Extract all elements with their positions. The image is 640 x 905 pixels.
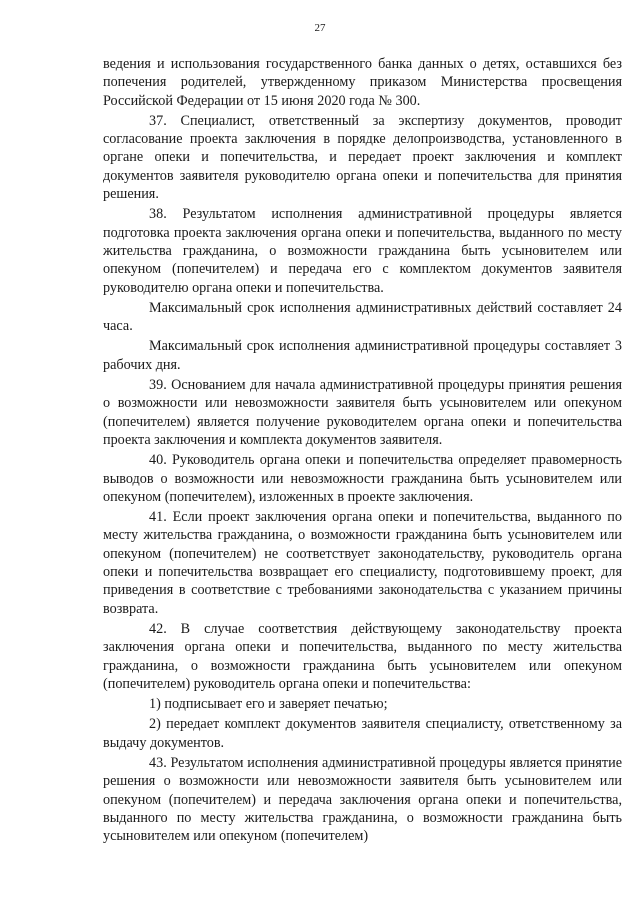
paragraph: ведения и использования государственного банка данных о детях, оставшихся без попечения родителей, утвержденному приказом Министерства просвещения Российской Федерации от 15 июня 2020 года № 300. [103, 56, 622, 109]
paragraph-42: 42. В случае соответствия действующему законодательству проекта заключения органа опеки и попечительства, выданного по месту жительства гражданина, о возможности гражданина быть усыновителем или опекуном (попечителем) руководитель органа опеки и попечительства: [103, 620, 622, 692]
document-body [103, 55, 622, 847]
paragraph-max-time-procedure: Максимальный срок исполнения административной процедуры составляет 3 рабочих дня. [103, 338, 622, 373]
page-number: 27 [314, 22, 326, 34]
paragraph-max-time-actions: Максимальный срок исполнения административных действий составляет 24 часа. [103, 299, 622, 335]
list-item-2: 2) передает комплект документов заявителя специалисту, ответственному за выдачу документов. [103, 716, 622, 751]
paragraph-38: 38. Результатом исполнения административной процедуры является подготовка проекта заключения органа опеки и попечительства, выданного по месту жительства гражданина, о возможности гражданина быть усыновителем или опекуном (попечителем) и передача его с комплектом документов заявителя руководителю органа опеки и попечительства. [103, 206, 622, 296]
paragraph-41: 41. Если проект заключения органа опеки и попечительства, выданного по месту жительства гражданина, о возможности гражданина быть усыновителем или опекуном (попечителем) не соответствует законодательству, руководитель органа опеки и попечительства возвращает его специалисту, подготовившему проект, для приведения в соответствие с требованиями законодательства с указанием причины возврата. [103, 509, 622, 617]
paragraph-40: 40. Руководитель органа опеки и попечительства определяет правомерность выводов о возможности или невозможности гражданина быть усыновителем или опекуном (попечителем), изложенных в проекте заключения. [103, 452, 622, 505]
paragraph-37: 37. Специалист, ответственный за экспертизу документов, проводит согласование проекта заключения в порядке делопроизводства, установленного в органе опеки и попечительства, и передает проект заключения и комплект документов заявителя руководителю органа опеки и попечительства для принятия решения. [103, 112, 622, 203]
paragraph-43: 43. Результатом исполнения административной процедуры является принятие решения о возможности или невозможности заявителя быть усыновителем или опекуном (попечителем) и передача заключения органа опеки и попечительства, выданного по месту жительства гражданина, о возможности гражданина быть усыновителем или опекуном (попечителем) [103, 754, 622, 845]
paragraph-39: 39. Основанием для начала административной процедуры принятия решения о возможности или невозможности заявителя быть усыновителем или опекуном (попечителем) является получение руководителем органа опеки и попечительства проекта заключения и комплекта документов заявителя. [103, 377, 622, 448]
list-item-1: 1) подписывает его и заверяет печатью; [149, 696, 388, 713]
